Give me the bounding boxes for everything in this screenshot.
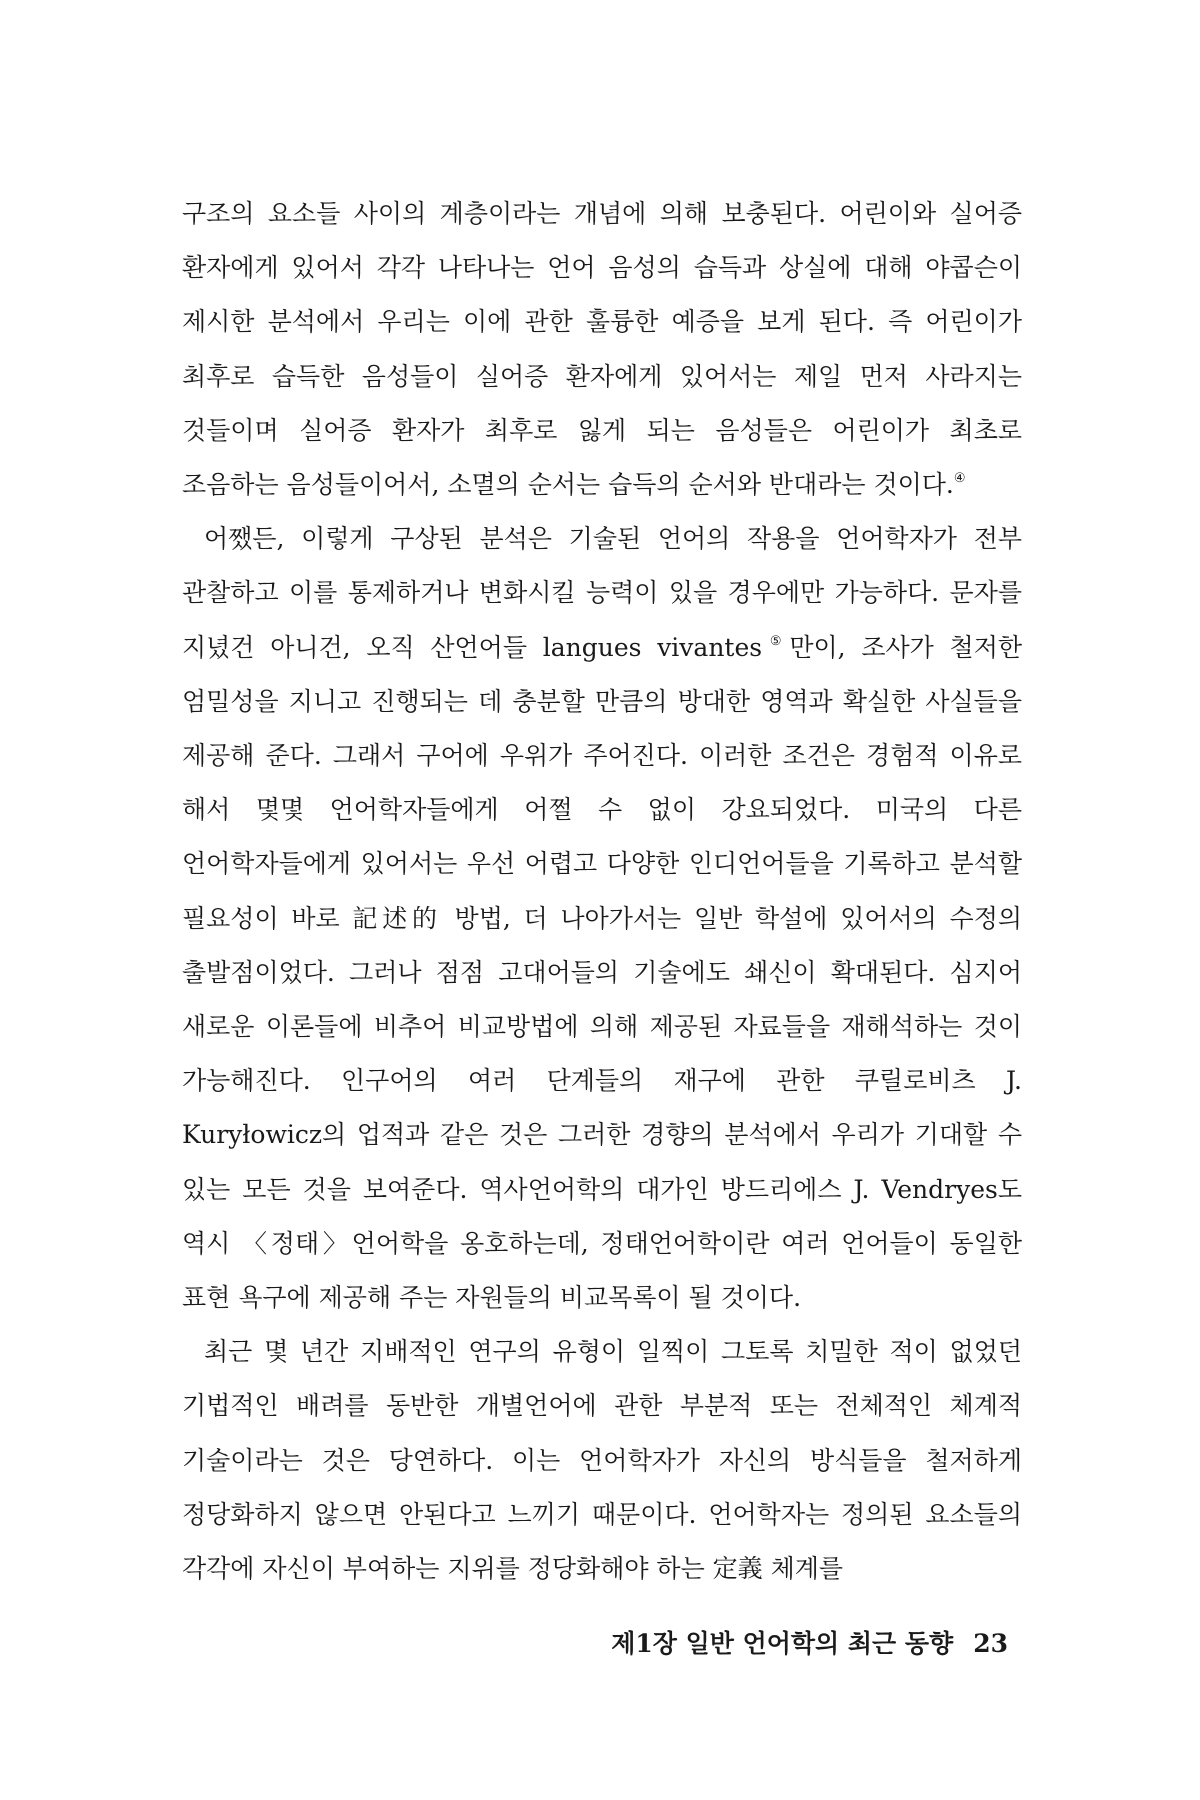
paragraph-3-text: 최근 몇 년간 지배적인 연구의 유형이 일찍이 그토록 치밀한 적이 없었던 기법적인 배려를 동반한 개별언어에 관한 부분적 또는 전체적인 체계적 기술이라는 것은 당연하다. 이는 언어학자가 자신의 방식들을 철저하게 정당화하지 않으면 안된다고 느끼기 때문이다. 언어학자는 정의된 요소들의 각각에 자신이 부여하는 지위를 정당화해야 하는 定義 체계를: [182, 1337, 1022, 1584]
paragraph-1: [182, 187, 1022, 512]
page-number: 23: [973, 1629, 1008, 1658]
paragraph-2-text-b: 만이, 조사가 철저한 엄밀성을 지니고 진행되는 데 충분할 만큼의 방대한 영역과 확실한 사실들을 제공해 준다. 그래서 구어에 우위가 주어진다. 이러한 조건은 경험적 이유로 해서 몇몇 언어학자들에게 어쩔 수 없이 강요되었다. 미국의 다른 언어학자들에게 있어서는 우선 어렵고 다양한 인디언어들을 기록하고 분석할 필요성이 바로 記述的 방법, 더 나아가서는 일반 학설에 있어서의 수정의 출발점이었다. 그러나 점점 고대어들의 기술에도 쇄신이 확대된다. 심지어 새로운 이론들에 비추어 비교방법에 의해 제공된 자료들을 재해석하는 것이 가능해진다. 인구어의 여러 단계들의 재구에 관한 쿠릴로비츠 J. Kuryłowicz의 업적과 같은 것은 그러한 경향의 분석에서 우리가 기대할 수 있는 모든 것을 보여준다. 역사언어학의 대가인 방드리에스 J. Vendryes도 역시 〈정태〉언어학을 옹호하는데, 정태언어학이란 여러 언어들이 동일한 표현 욕구에 제공해 주는 자원들의 비교목록이 될 것이다.: [182, 632, 1022, 1313]
paragraph-2: [182, 512, 1022, 1325]
footnote-ref-5: ⑤: [762, 633, 790, 649]
footnote-ref-4: ④: [953, 471, 966, 487]
body-text: [182, 187, 1022, 1596]
running-head: 제1장 일반 언어학의 최근 동향: [611, 1629, 954, 1658]
paragraph-3: [182, 1325, 1022, 1596]
page-footer: [611, 1626, 1008, 1662]
paragraph-2-text-a: 어쨌든, 이렇게 구상된 분석은 기술된 언어의 작용을 언어학자가 전부 관찰하고 이를 통제하거나 변화시킬 능력이 있을 경우에만 가능하다. 문자를 지녔건 아니건, 오직 산언어들 langues vivantes: [182, 524, 1022, 662]
paragraph-1-text: 구조의 요소들 사이의 계층이라는 개념에 의해 보충된다. 어린이와 실어증 환자에게 있어서 각각 나타나는 언어 음성의 습득과 상실에 대해 야콥슨이 제시한 분석에서 우리는 이에 관한 훌륭한 예증을 보게 된다. 즉 어린이가 최후로 습득한 음성들이 실어증 환자에게 있어서는 제일 먼저 사라지는 것들이며 실어증 환자가 최후로 잃게 되는 음성들은 어린이가 최초로 조음하는 음성들이어서, 소멸의 순서는 습득의 순서와 반대라는 것이다.: [182, 199, 1022, 500]
